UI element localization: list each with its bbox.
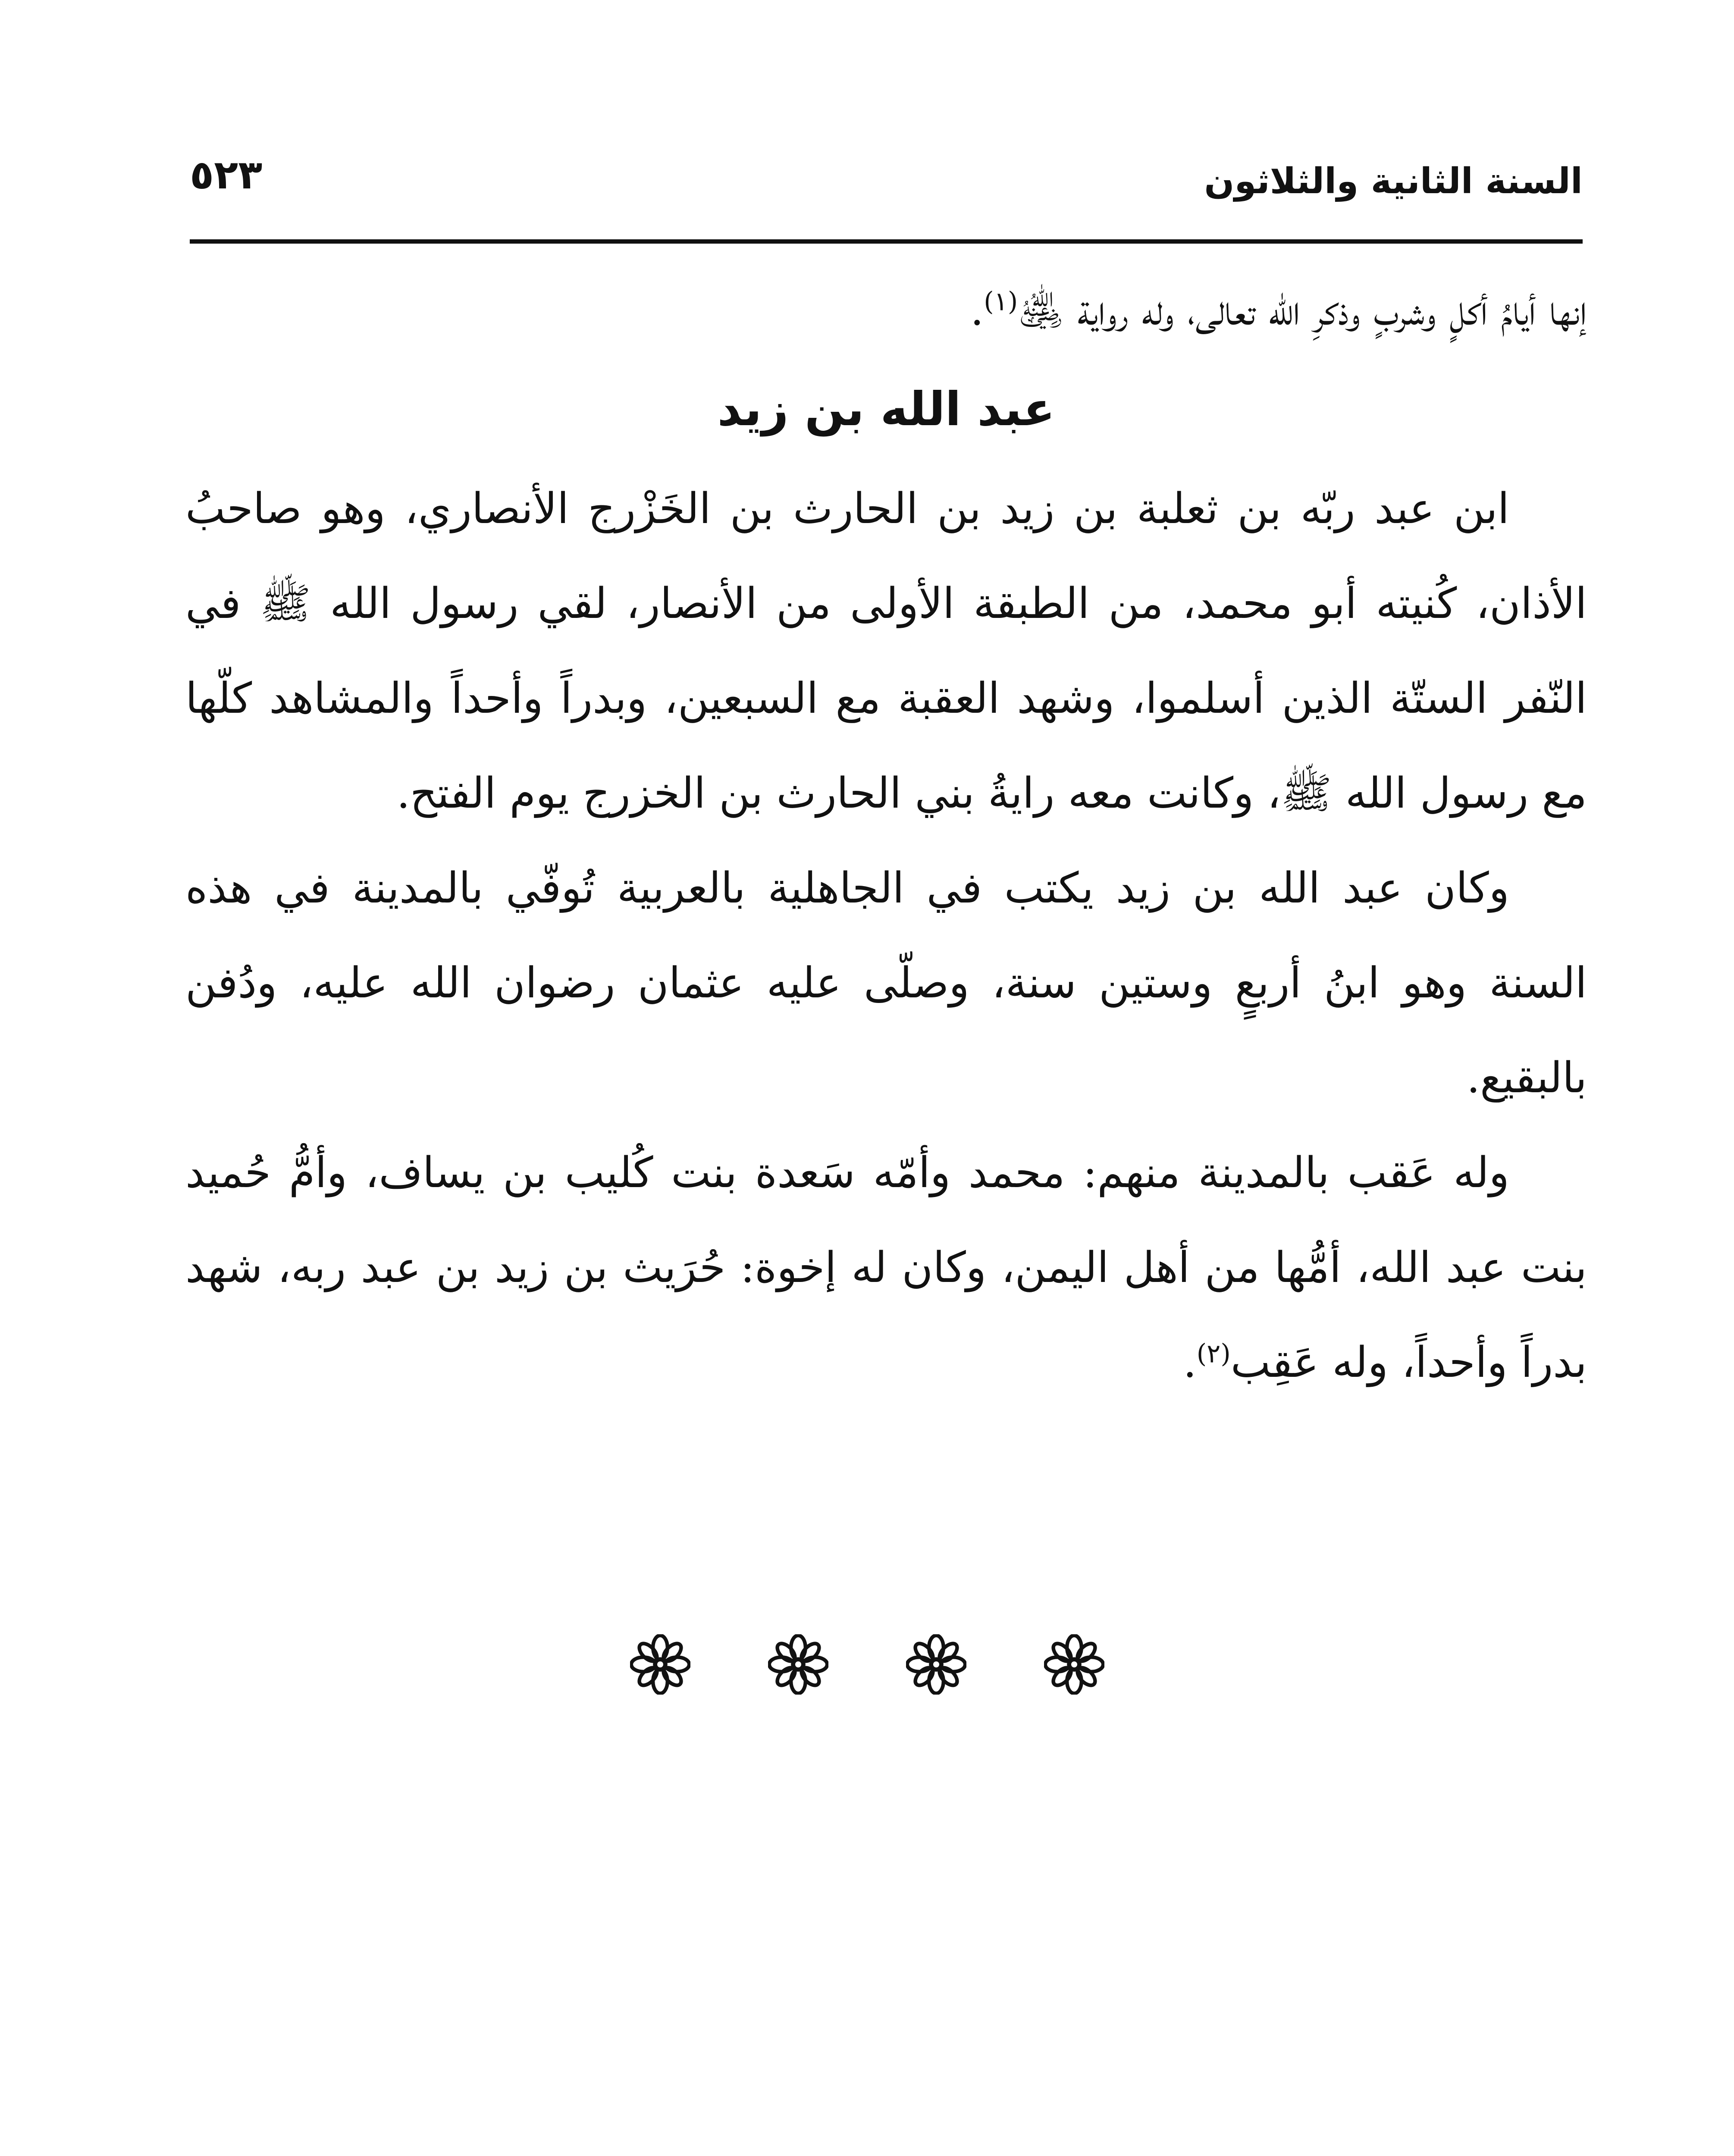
page-number: ٥٢٣ bbox=[190, 152, 263, 198]
paragraph-3-text: وله عَقب بالمدينة منهم: محمد وأمّه سَعدة بنت كُليب بن يساف، وأمُّ حُميد بنت عبد الله، أمُّها من أهل اليمن، وكان له إخوة: حُرَيث بن زيد بن عبد ربه، شهد بدراً وأحداً، وله عَقِب bbox=[185, 1148, 1587, 1387]
intro-line-text: إنها أيامُ أكلٍ وشربٍ وذكرِ الله تعالى، وله رواية ﵁ bbox=[1018, 286, 1587, 335]
intro-line: إنها أيامُ أكلٍ وشربٍ وذكرِ الله تعالى، وله رواية ﵁$^{(١)}$. bbox=[970, 286, 1587, 335]
main-text bbox=[185, 263, 1587, 1410]
footnote-ref-1: (١) bbox=[984, 286, 1018, 317]
page-header bbox=[190, 152, 1583, 241]
section-title: عبد الله بن زيد bbox=[717, 382, 1055, 436]
header-rule bbox=[190, 239, 1583, 244]
paragraph-1: ابن عبد ربّه بن ثعلبة بن زيد بن الحارث بن الخَزْرج الأنصاري، وهو صاحبُ الأذان، كُنيته أبو محمد، من الطبقة الأولى من الأنصار، لقي رسول الله ﷺ في النّفر الستّة الذين أسلموا، وشهد العقبة مع السبعين، وبدراً وأحداً والمشاهد كلّها مع رسول الله ﷺ، وكانت معه رايةُ بني الحارث بن الخزرج يوم الفتح. bbox=[185, 484, 1587, 818]
flower-ornament-icon bbox=[768, 1634, 828, 1695]
section-divider-ornaments bbox=[0, 1634, 1734, 1720]
paragraph-2: وكان عبد الله بن زيد يكتب في الجاهلية بالعربية تُوفّي بالمدينة في هذه السنة وهو ابنُ أربعٍ وستين سنة، وصلّى عليه عثمان رضوان الله عليه، ودُفن بالبقيع. bbox=[185, 864, 1587, 1103]
footnote-ref-2: (٢) bbox=[1196, 1338, 1231, 1369]
flower-ornament-icon bbox=[906, 1634, 966, 1695]
running-title: السنة الثانية والثلاثون bbox=[1204, 161, 1583, 202]
flower-ornament-icon bbox=[1044, 1634, 1104, 1695]
flower-ornament-icon bbox=[630, 1634, 690, 1695]
paragraph-3: وله عَقب بالمدينة منهم: محمد وأمّه سَعدة بنت كُليب بن يساف، وأمُّ حُميد بنت عبد الله، أمُّها من أهل اليمن، وكان له إخوة: حُرَيث بن زيد بن عبد ربه، شهد بدراً وأحداً، وله عَقِب$^{(٢)}$. bbox=[185, 1148, 1587, 1387]
